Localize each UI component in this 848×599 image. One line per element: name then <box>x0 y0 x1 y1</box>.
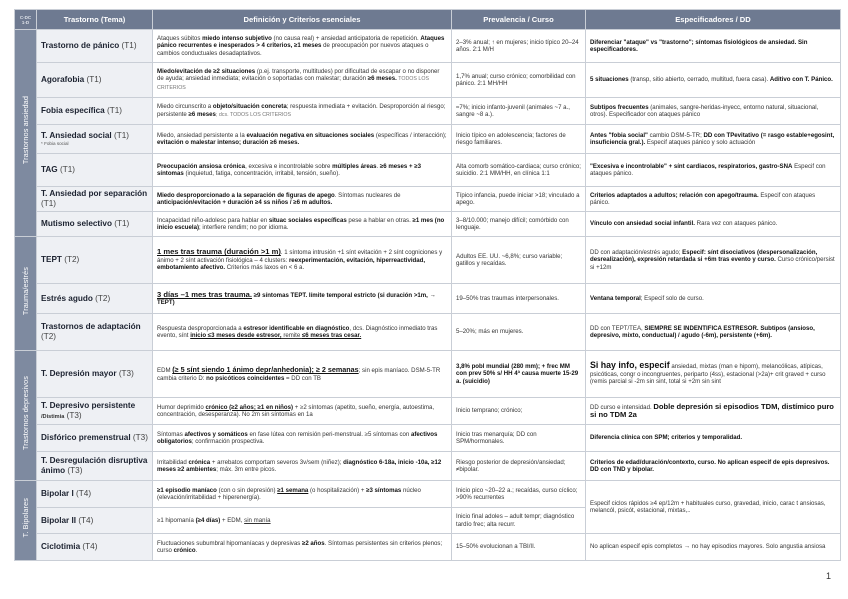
row-prevalence: ≈7%; inicio infanto-juvenil (animales ~7 a., sangre ~8 a.). <box>452 98 586 125</box>
row-specifiers: Diferenciar "ataque" vs "trastorno"; síntomas fisiológicos de ansiedad. Sin especificadores. <box>586 30 841 63</box>
header-prevalencia: Prevalencia / Curso <box>452 10 586 30</box>
row-definition: EDM (≥ 5 sínt siendo 1 ánimo depr/anhedonia); ≥ 2 semanas; sin epis maníaco. DSM-5-TR cambia criterio D: no psicóticos coincidentes = DD con TB <box>153 351 452 398</box>
row-prevalence: Típico infancia, puede iniciar >18; vinculado a apego. <box>452 187 586 212</box>
row-prevalence: 2–3% anual; ↑ en mujeres; inicio típico 20–24 años. 2:1 M/H <box>452 30 586 63</box>
row-definition: Incapacidad niño-adolesc para hablar en situac sociales específicas pese a hablar en otras. ≥1 mes (no inicio escuela); interfiere rendim; no por idioma. <box>153 212 452 237</box>
row-definition: Ataques súbitos miedo intenso subjetivo (no causa real) + ansiedad anticipatoria de repetición. Ataques pánico recurrentes e inesperados > 4 criterios, ≥1 meses de preocupación por nuevos ataques o cambios conductuales desadaptativos. <box>153 30 452 63</box>
row-specifiers: "Excesiva e incontrolable" + sínt cardiacos, respiratorios, gastro-SNA Especif con ataques pánico. <box>586 154 841 187</box>
row-prevalence: Inicio temprano; crónico; <box>452 398 586 425</box>
row-specifiers: 5 situaciones (transp, sitio abierto, cerrado, multitud, fuera casa). Aditivo con T. Pánico. <box>586 63 841 98</box>
table-row <box>15 63 841 98</box>
row-definition: Miedo circunscrito a objeto/situación concreta; respuesta inmediata + evitación. Desproporción al riesgo; persistente ≥6 meses; dcs. TODOS LOS CRITERIOS <box>153 98 452 125</box>
row-definition: 1 mes tras trauma (duración >1 m). 1 síntoma intrusión +1 sínt evitación + 2 sínt cogniciones y ánimo + 2 sínt activación fisiológica – 4 clusters: reexperimentación, evitación, hiperreactividad, embotamiento afectivo. Criterios más laxos en < 6 a. <box>153 237 452 284</box>
row-name: T. Ansiedad social (T1) * Fobia social <box>37 125 153 154</box>
row-name: Ciclotimia (T4) <box>37 534 153 561</box>
row-name: Trastorno de pánico (T1) <box>37 30 153 63</box>
row-specifiers: No aplican especif epis completos → no hay episodios mayores. Solo angustia ansiosa <box>586 534 841 561</box>
row-definition: Humor deprimido crónico (≥2 años; ≥1 en niños) + ≥2 síntomas (apetito, sueño, energía, autoestima, concentración, desesperanza). No 2m sin síntomas en 1a <box>153 398 452 425</box>
row-prevalence: 3,8% pobl mundial (280 mm); + frec MM con prev 50% s/ HH 4ª causa muerte 15-29 a. (suicidio) <box>452 351 586 398</box>
row-prevalence: Adultos EE. UU. ~6,8%; curso variable; gatillos y recaídas. <box>452 237 586 284</box>
row-definition: Miedo/evitación de ≥2 situaciones (p.ej. transporte, multitudes) por dificultad de escapar o no disponer de ayuda; ansiedad inmediata; evitación o soportadas con malestar; duración ≥6 meses. TODOS LOS CRITERIOS <box>153 63 452 98</box>
table-row <box>15 314 841 351</box>
table-row <box>15 154 841 187</box>
table-row <box>15 425 841 452</box>
row-name: TAG (T1) <box>37 154 153 187</box>
row-name: T. Depresión mayor (T3) <box>37 351 153 398</box>
row-specifiers: Subtipos frecuentes (animales, sangre-heridas-inyecc, entorno natural, situacional, otros). Especificador con ataques pánico <box>586 98 841 125</box>
row-definition: Síntomas afectivos y somáticos en fase lútea con remisión peri-menstrual. ≥5 síntomas con afectivos obligatorios; confirmación prospectiva. <box>153 425 452 452</box>
criteria-table <box>14 9 841 561</box>
row-name: TEPT (T2) <box>37 237 153 284</box>
group-bipolares: T. Bipolares <box>15 481 37 561</box>
row-prevalence: Inicio tras menarquía; DD con SPM/hormonales. <box>452 425 586 452</box>
group-ansiedad: Trastornos ansiedad <box>15 30 37 237</box>
row-name: Bipolar II (T4) <box>37 508 153 534</box>
row-definition: Miedo, ansiedad persistente a la evaluación negativa en situaciones sociales (específicas / interacción); evitación o malestar intenso; duración ≥6 meses. <box>153 125 452 154</box>
table-row <box>15 30 841 63</box>
row-name: T. Desregulación disruptiva ánimo (T3) <box>37 452 153 481</box>
row-definition: ≥1 episodio maníaco (con o sin depresión) ≥1 semana (o hospitalización) + ≥3 síntomas núcleo (elevación/irritabilidad + hiperenergía). <box>153 481 452 508</box>
row-prevalence: 5–20%; más en mujeres. <box>452 314 586 351</box>
table-row <box>15 98 841 125</box>
header-trastorno: Trastorno (Tema) <box>37 10 153 30</box>
header-corner: C-DC 1-D <box>15 10 37 30</box>
header-definicion: Definición y Criterios esenciales <box>153 10 452 30</box>
row-name: Disfórico premenstrual (T3) <box>37 425 153 452</box>
row-specifiers: Diferencia clínica con SPM; criterios y temporalidad. <box>586 425 841 452</box>
page-number: 1 <box>825 571 831 581</box>
row-definition: Fluctuaciones subumbral hipomaníacas y depresivas ≥2 años. Síntomas persistentes sin criterios plenos; curso crónico. <box>153 534 452 561</box>
row-specifiers: Criterios de edad/duración/contexto, curso. No aplican especif de epis depresivos. DD con TND y bipolar. <box>586 452 841 481</box>
row-prevalence: 3–8/10.000; manejo difícil; comórbido con lenguaje. <box>452 212 586 237</box>
row-name: Estrés agudo (T2) <box>37 284 153 314</box>
row-name: Trastornos de adaptación (T2) <box>37 314 153 351</box>
row-specifiers: DD curso e intensidad. Doble depresión si episodios TDM, distímico puro si no TDM 2a <box>586 398 841 425</box>
row-prevalence: Inicio típico en adolescencia; factores de riesgo familiares. <box>452 125 586 154</box>
row-specifiers: Antes "fobia social" cambio DSM-5-TR; DD con TPevitativo (= rasgo estable+egosint, insuficiencia gral.). Especif ataques pánico y solo actuación <box>586 125 841 154</box>
row-name: T. Ansiedad por separación (T1) <box>37 187 153 212</box>
row-name: Agorafobia (T1) <box>37 63 153 98</box>
row-definition: 3 días –1 mes tras trauma. ≥9 síntomas TEPT. límite temporal estricto (si duración >1m, → TEPT) <box>153 284 452 314</box>
table-header-row <box>15 10 841 30</box>
table-row <box>15 452 841 481</box>
row-specifiers: Criterios adaptados a adultos; relación con apego/trauma. Especif con ataques pánico. <box>586 187 841 212</box>
row-definition: Respuesta desproporcionada a estresor identificable en diagnóstico, dcs. Diagnóstico inmediato tras evento, sínt inicio ≤3 meses desde estresor, remite ≤6 meses tras cesar. <box>153 314 452 351</box>
row-specifiers: Vínculo con ansiedad social infantil. Rara vez con ataques pánico. <box>586 212 841 237</box>
row-name: Bipolar I (T4) <box>37 481 153 508</box>
row-prevalence: 19–50% tras traumas interpersonales. <box>452 284 586 314</box>
row-definition: Irritabilidad crónica + arrebatos comportam severos 3v/sem (niñez); diagnóstico 6-18a, inicio -10a, ≥12 meses ≥2 ambientes; máx. 3m entre picos. <box>153 452 452 481</box>
row-definition: Miedo desproporcionado a la separación de figuras de apego. Síntomas nucleares de anticipación/evitación + duración ≥4 ss niños / ≥6 m adultos. <box>153 187 452 212</box>
table-row <box>15 212 841 237</box>
row-specifiers: DD con adaptación/estrés agudo; Especif: sínt disociativos (despersonalización, desrealización), expresión retardada si +6m tras evento y curso. Curso crónico/persist si +12m <box>586 237 841 284</box>
row-prevalence: Riesgo posterior de depresión/ansiedad; ≠bipolar. <box>452 452 586 481</box>
row-name: Fobia específica (T1) <box>37 98 153 125</box>
row-specifiers: Ventana temporal; Especif solo de curso. <box>586 284 841 314</box>
group-trauma: Trauma/estrés <box>15 237 37 351</box>
row-name: Mutismo selectivo (T1) <box>37 212 153 237</box>
row-prevalence: Inicio pico ~20–22 a.; recaídas, curso cíclico; >90% recurrentes <box>452 481 586 508</box>
table-row <box>15 187 841 212</box>
table-row <box>15 351 841 398</box>
header-especificadores: Especificadores / DD <box>586 10 841 30</box>
row-definition: ≥1 hipomanía (≥4 días) + EDM, sin manía <box>153 508 452 534</box>
row-specifiers: Si hay info, especif ansiedad, mixtas (man e hipom), melancólicas, atípicas, psicóticas, congr o incongruentes, periparto (4ss), estacional (>2a)+ crit graved + curso (remis parcial si -2m sin sint, total si +2m sin sint <box>586 351 841 398</box>
table-row <box>15 398 841 425</box>
table-row <box>15 237 841 284</box>
row-name: T. Depresivo persistente /Distimia (T3) <box>37 398 153 425</box>
row-specifiers: Especif ciclos rápidos ≥4 ep/12m + habituales curso, gravedad, inicio, carac t ansiosas, melancól, psicót, estacional, mixtas,.. <box>586 481 841 534</box>
table-row <box>15 125 841 154</box>
row-prevalence: Alta comorb somático-cardiaca; curso crónico; suicidio. 2:1 MM/HH, en clínica 1:1 <box>452 154 586 187</box>
row-prevalence: Inicio final adoles – adult tempr; diagnóstico tardío frec; alta recurr. <box>452 508 586 534</box>
row-specifiers: DD con TEPT/TEA, SIEMPRE SE INDENTIFICA ESTRESOR. Subtipos (ansioso, depresivo, mixto, conductual) / agudo (-6m), persistente (+6m). <box>586 314 841 351</box>
row-prevalence: 15–50% evolucionan a TBI/II. <box>452 534 586 561</box>
row-definition: Preocupación ansiosa crónica, excesiva e incontrolable sobre múltiples áreas. ≥6 meses + ≥3 síntomas (inquietud, fatiga, concentración, irritabil, tensión, sueño). <box>153 154 452 187</box>
group-depresivos: Trastornos depresivos <box>15 351 37 481</box>
table-row <box>15 284 841 314</box>
table-row <box>15 481 841 508</box>
table-row <box>15 534 841 561</box>
row-prevalence: 1,7% anual; curso crónico; comorbilidad con pánico. 2:1 MH/HH <box>452 63 586 98</box>
